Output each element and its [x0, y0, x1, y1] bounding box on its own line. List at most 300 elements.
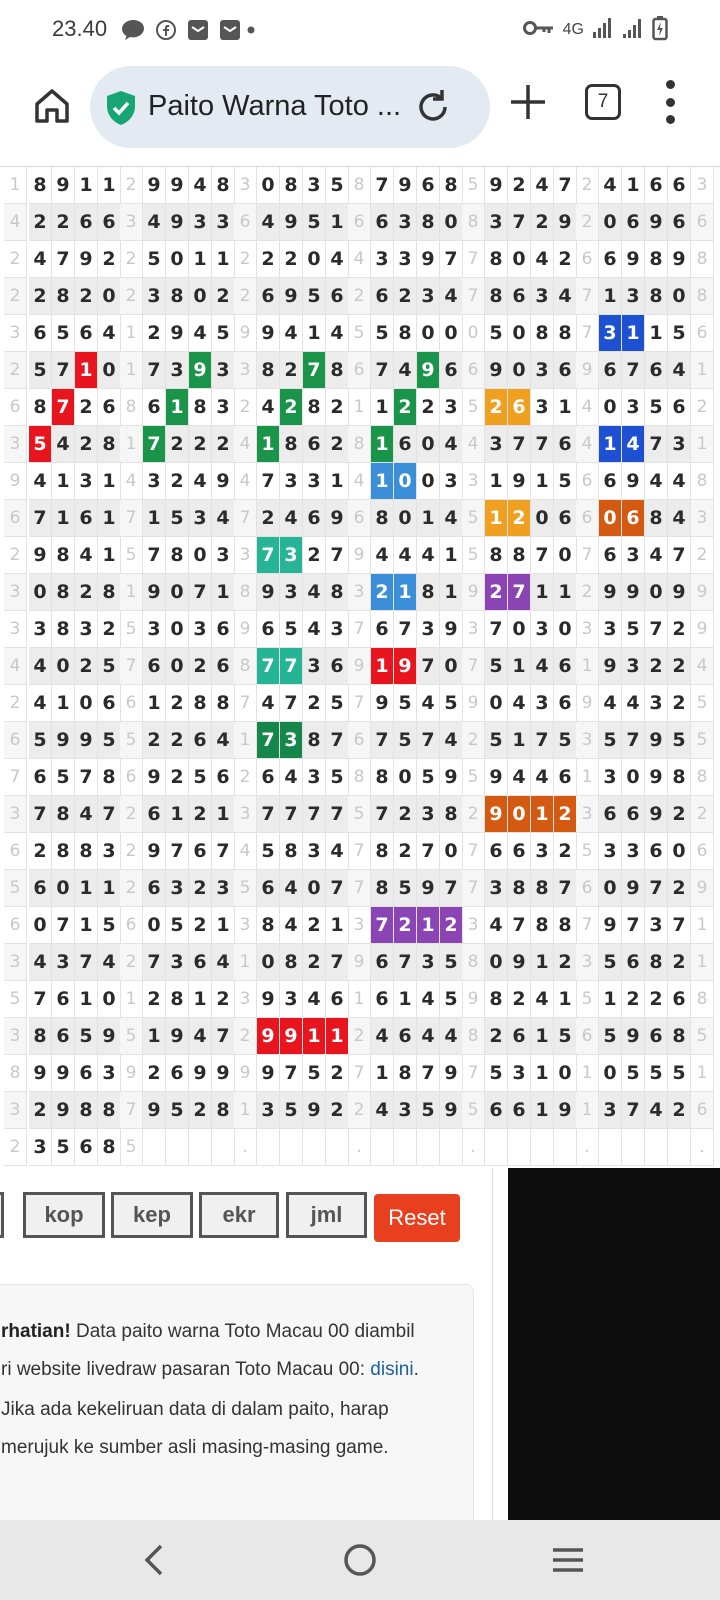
paito-digit-cell: 6 [554, 352, 577, 389]
paito-digit-cell: 0 [394, 463, 417, 500]
paito-digit-cell: 8 [668, 759, 691, 796]
paito-separator-cell: 6 [120, 685, 143, 722]
paito-digit-cell: 8 [257, 352, 280, 389]
paito-digit-cell: 6 [371, 204, 394, 241]
paito-separator-cell: 9 [4, 463, 27, 500]
paito-digit-cell: 3 [531, 833, 554, 870]
paito-digit-cell: 2 [166, 759, 189, 796]
paito-separator-cell: 2 [120, 833, 143, 870]
paito-digit-cell: 3 [280, 463, 303, 500]
paito-digit-cell: 3 [531, 278, 554, 315]
paito-separator-cell: 5 [348, 315, 371, 352]
paito-digit-cell: 2 [326, 426, 349, 463]
filter-button-kep[interactable]: kep [111, 1192, 193, 1238]
paito-digit-cell: 4 [303, 611, 326, 648]
paito-digit-cell: 7 [668, 907, 691, 944]
paito-digit-cell: 0 [599, 1055, 622, 1092]
paito-digit-cell: 1 [75, 352, 98, 389]
paito-digit-cell: 7 [29, 981, 52, 1018]
paito-digit-cell: 0 [599, 204, 622, 241]
paito-digit-cell: 2 [75, 426, 98, 463]
paito-digit-cell: 2 [303, 907, 326, 944]
paito-digit-cell: 1 [143, 500, 166, 537]
paito-digit-cell: 8 [668, 1018, 691, 1055]
paito-separator-cell: 1 [234, 944, 257, 981]
paito-row [0, 944, 720, 981]
paito-separator-cell: 1 [348, 389, 371, 426]
paito-digit-cell: 9 [645, 796, 668, 833]
paito-digit-cell: 6 [189, 944, 212, 981]
paito-separator-cell: 6 [576, 870, 599, 907]
paito-digit-cell: 1 [212, 241, 235, 278]
paito-digit-cell: 3 [645, 685, 668, 722]
paito-digit-cell: 3 [166, 352, 189, 389]
paito-digit-cell: 4 [668, 463, 691, 500]
paito-digit-cell: 6 [98, 685, 121, 722]
paito-digit-cell: 3 [394, 241, 417, 278]
battery-charging-icon [652, 15, 668, 46]
paito-digit-cell: 5 [143, 241, 166, 278]
paito-digit-cell: 3 [98, 833, 121, 870]
paito-digit-cell: 7 [212, 1018, 235, 1055]
paito-digit-cell: 1 [303, 1018, 326, 1055]
paito-digit-cell: 6 [52, 981, 75, 1018]
paito-digit-cell: 5 [303, 204, 326, 241]
paito-separator-cell: 2 [348, 1018, 371, 1055]
paito-digit-cell: 2 [303, 685, 326, 722]
paito-digit-cell: 4 [554, 278, 577, 315]
paito-separator-cell: 3 [462, 463, 485, 500]
paito-digit-cell: 3 [166, 870, 189, 907]
paito-digit-cell: 2 [280, 352, 303, 389]
paito-digit-cell: 2 [508, 500, 531, 537]
paito-digit-cell: 6 [189, 833, 212, 870]
paito-digit-cell: 5 [371, 315, 394, 352]
paito-digit-cell: 7 [280, 648, 303, 685]
paito-digit-cell: 4 [326, 315, 349, 352]
paito-digit-cell [143, 1129, 166, 1166]
paito-separator-cell: 1 [576, 1092, 599, 1129]
notice-text: Data paito warna Toto Macau 00 diambil [70, 1321, 415, 1342]
paito-separator-cell: 4 [120, 463, 143, 500]
paito-digit-cell: 4 [645, 1092, 668, 1129]
paito-digit-cell: 5 [622, 611, 645, 648]
paito-separator-cell: 5 [462, 167, 485, 204]
paito-digit-cell: 2 [98, 611, 121, 648]
paito-row [0, 759, 720, 796]
paito-separator-cell: 1 [691, 1055, 714, 1092]
paito-digit-cell: 8 [531, 907, 554, 944]
paito-digit-cell: 0 [622, 759, 645, 796]
paito-separator-cell: 3 [348, 574, 371, 611]
paito-digit-cell: 4 [371, 537, 394, 574]
paito-digit-cell: 8 [52, 611, 75, 648]
paito-separator-cell: 7 [462, 241, 485, 278]
paito-digit-cell: 7 [440, 870, 463, 907]
paito-digit-cell: 0 [599, 870, 622, 907]
plus-icon[interactable] [508, 82, 548, 122]
paito-digit-cell: 5 [440, 685, 463, 722]
paito-digit-cell: 5 [485, 1055, 508, 1092]
home-circle-icon[interactable] [338, 1538, 382, 1582]
paito-row [0, 389, 720, 426]
paito-separator-cell: 8 [348, 759, 371, 796]
paito-separator-cell: 9 [691, 611, 714, 648]
paito-digit-cell: 2 [143, 315, 166, 352]
paito-digit-cell: 9 [52, 167, 75, 204]
paito-digit-cell: 2 [440, 907, 463, 944]
paito-digit-cell: 1 [52, 685, 75, 722]
paito-digit-cell: 1 [599, 278, 622, 315]
paito-digit-cell: 8 [417, 204, 440, 241]
paito-digit-cell: 4 [29, 463, 52, 500]
paito-digit-cell: 9 [554, 1092, 577, 1129]
tab-count: 7 [597, 91, 609, 112]
paito-digit-cell: 7 [52, 907, 75, 944]
paito-digit-cell: 6 [554, 685, 577, 722]
paito-digit-cell: 6 [257, 611, 280, 648]
paito-digit-cell: 6 [394, 1018, 417, 1055]
paito-digit-cell: 8 [98, 574, 121, 611]
paito-digit-cell: 3 [599, 315, 622, 352]
paito-digit-cell: 8 [417, 574, 440, 611]
paito-digit-cell: 7 [622, 722, 645, 759]
paito-digit-cell: 7 [280, 796, 303, 833]
paito-digit-cell: 8 [75, 833, 98, 870]
paito-separator-cell: 8 [4, 1055, 27, 1092]
notice-bold: rhatian! [1, 1321, 71, 1342]
filter-button-partial[interactable] [0, 1192, 4, 1238]
paito-digit-cell: 9 [212, 1055, 235, 1092]
paito-digit-cell: 9 [440, 759, 463, 796]
more-vert-icon[interactable] [660, 80, 680, 124]
paito-digit-cell: 3 [326, 611, 349, 648]
paito-digit-cell: 3 [599, 759, 622, 796]
source-link[interactable]: disini [370, 1359, 414, 1380]
paito-digit-cell: 9 [257, 1018, 280, 1055]
paito-digit-cell: 5 [98, 648, 121, 685]
reset-button[interactable]: Reset [374, 1194, 460, 1242]
paito-digit-cell: 2 [212, 981, 235, 1018]
notice-box [0, 1284, 474, 1544]
url-bar[interactable] [90, 66, 490, 148]
paito-separator-cell: 1 [691, 352, 714, 389]
paito-separator-cell: 6 [691, 204, 714, 241]
paito-separator-cell: 3 [4, 611, 27, 648]
network-type: 4G [562, 21, 584, 38]
paito-separator-cell: 2 [120, 944, 143, 981]
paito-digit-cell: 9 [622, 870, 645, 907]
paito-digit-cell: 8 [212, 1092, 235, 1129]
paito-digit-cell: 1 [143, 1018, 166, 1055]
paito-digit-cell: 2 [645, 981, 668, 1018]
paito-digit-cell: 1 [599, 981, 622, 1018]
tab-switcher-button[interactable] [585, 84, 621, 120]
paito-digit-cell: 5 [668, 1055, 691, 1092]
paito-digit-cell: 0 [668, 833, 691, 870]
paito-digit-cell: 0 [531, 500, 554, 537]
paito-digit-cell: 1 [98, 167, 121, 204]
paito-digit-cell: 0 [508, 352, 531, 389]
paito-digit-cell: 8 [371, 833, 394, 870]
paito-digit-cell: 9 [52, 1055, 75, 1092]
notice-line-2 [1, 1359, 419, 1381]
chat-bubble-icon [120, 18, 146, 42]
paito-separator-cell: 2 [462, 722, 485, 759]
paito-digit-cell [212, 1129, 235, 1166]
paito-separator-cell: 9 [691, 574, 714, 611]
paito-digit-cell: 6 [599, 537, 622, 574]
paito-digit-cell: 3 [622, 648, 645, 685]
paito-digit-cell: 4 [257, 204, 280, 241]
paito-separator-cell: 2 [4, 241, 27, 278]
paito-digit-cell: 8 [280, 944, 303, 981]
paito-separator-cell: 6 [348, 500, 371, 537]
paito-digit-cell: 3 [599, 1092, 622, 1129]
home-icon[interactable] [26, 80, 78, 132]
paito-digit-cell: 1 [371, 463, 394, 500]
paito-digit-cell: 0 [440, 204, 463, 241]
black-panel [508, 1168, 720, 1520]
paito-digit-cell: 8 [508, 537, 531, 574]
paito-digit-cell: 7 [531, 426, 554, 463]
paito-digit-cell: 0 [508, 611, 531, 648]
paito-separator-cell: 5 [120, 537, 143, 574]
paito-digit-cell: 3 [622, 537, 645, 574]
paito-digit-cell: 3 [531, 685, 554, 722]
paito-digit-cell: 0 [394, 759, 417, 796]
paito-digit-cell: 9 [143, 833, 166, 870]
paito-separator-cell: 8 [462, 204, 485, 241]
paito-separator-cell: 4 [4, 204, 27, 241]
paito-digit-cell: 9 [645, 722, 668, 759]
paito-digit-cell: 8 [485, 241, 508, 278]
paito-digit-cell: 3 [668, 426, 691, 463]
paito-digit-cell: 9 [417, 241, 440, 278]
paito-digit-cell: 7 [508, 204, 531, 241]
paito-separator-cell: 9 [462, 574, 485, 611]
paito-digit-cell: 1 [508, 722, 531, 759]
paito-digit-cell: 3 [75, 611, 98, 648]
paito-digit-cell: 7 [417, 1055, 440, 1092]
paito-digit-cell: 1 [645, 315, 668, 352]
paito-digit-cell: 1 [75, 907, 98, 944]
paito-separator-cell: 4 [234, 833, 257, 870]
paito-digit-cell: 2 [166, 722, 189, 759]
paito-digit-cell: 0 [98, 278, 121, 315]
paito-digit-cell: 1 [189, 981, 212, 1018]
paito-digit-cell: 3 [212, 352, 235, 389]
paito-digit-cell: 1 [508, 648, 531, 685]
paito-digit-cell: 7 [371, 352, 394, 389]
paito-separator-cell: 7 [348, 870, 371, 907]
paito-digit-cell: 0 [29, 574, 52, 611]
paito-digit-cell: 2 [554, 241, 577, 278]
paito-separator-cell: 3 [234, 167, 257, 204]
paito-digit-cell: 6 [75, 1055, 98, 1092]
paito-digit-cell: 6 [257, 759, 280, 796]
paito-digit-cell: 3 [599, 611, 622, 648]
paito-digit-cell: 6 [554, 500, 577, 537]
paito-separator-cell: . [576, 1129, 599, 1166]
filter-button-ekr[interactable]: ekr [199, 1192, 279, 1238]
paito-digit-cell: 2 [668, 1092, 691, 1129]
paito-digit-cell: 3 [280, 722, 303, 759]
signal-icon [622, 17, 644, 44]
paito-digit-cell: 5 [212, 315, 235, 352]
paito-digit-cell: 5 [554, 463, 577, 500]
paito-row [0, 611, 720, 648]
paito-digit-cell: 3 [508, 1055, 531, 1092]
paito-digit-cell: 6 [75, 500, 98, 537]
paito-separator-cell: 7 [576, 907, 599, 944]
paito-digit-cell: 7 [257, 537, 280, 574]
paito-digit-cell: 7 [326, 944, 349, 981]
paito-separator-cell: 3 [576, 944, 599, 981]
paito-digit-cell: 3 [394, 204, 417, 241]
paito-digit-cell: 0 [417, 426, 440, 463]
paito-digit-cell: 5 [394, 722, 417, 759]
paito-separator-cell: 9 [120, 1055, 143, 1092]
paito-separator-cell: 5 [462, 500, 485, 537]
paito-separator-cell: 3 [4, 574, 27, 611]
paito-digit-cell: 1 [371, 648, 394, 685]
paito-digit-cell: 2 [326, 389, 349, 426]
paito-separator-cell: 8 [462, 944, 485, 981]
paito-digit-cell: 8 [303, 722, 326, 759]
paito-digit-cell: 4 [531, 759, 554, 796]
paito-digit-cell: 5 [166, 500, 189, 537]
paito-separator-cell: 5 [462, 389, 485, 426]
paito-digit-cell: 1 [52, 463, 75, 500]
paito-digit-cell: 4 [212, 722, 235, 759]
paito-separator-cell: 8 [234, 648, 257, 685]
paito-separator-cell: 1 [576, 759, 599, 796]
paito-digit-cell: 3 [166, 944, 189, 981]
paito-digit-cell: 4 [371, 1018, 394, 1055]
paito-digit-cell: 8 [485, 278, 508, 315]
paito-digit-cell: 2 [143, 722, 166, 759]
paito-digit-cell: 4 [303, 981, 326, 1018]
paito-digit-cell: 8 [371, 870, 394, 907]
reload-icon[interactable] [412, 86, 454, 128]
paito-digit-cell: 1 [485, 463, 508, 500]
paito-separator-cell: 2 [691, 389, 714, 426]
filter-button-kop[interactable]: kop [23, 1192, 105, 1238]
paito-digit-cell: 5 [75, 1018, 98, 1055]
paito-digit-cell: 0 [29, 907, 52, 944]
paito-digit-cell: 4 [29, 944, 52, 981]
paito-digit-cell: 8 [52, 278, 75, 315]
paito-digit-cell: 9 [52, 1092, 75, 1129]
paito-digit-cell: 2 [189, 648, 212, 685]
paito-row [0, 426, 720, 463]
paito-digit-cell: 2 [143, 1055, 166, 1092]
paito-digit-cell: 8 [189, 685, 212, 722]
paito-digit-cell: 4 [508, 759, 531, 796]
paito-digit-cell: 4 [326, 833, 349, 870]
paito-separator-cell: 6 [234, 204, 257, 241]
paito-separator-cell: 7 [462, 648, 485, 685]
paito-digit-cell: 6 [508, 389, 531, 426]
paito-digit-cell: 4 [98, 944, 121, 981]
paito-digit-cell: 2 [485, 574, 508, 611]
paito-digit-cell: 1 [554, 574, 577, 611]
paito-digit-cell: 4 [485, 907, 508, 944]
paito-digit-cell: 3 [212, 389, 235, 426]
paito-separator-cell: 7 [462, 833, 485, 870]
paito-separator-cell: 2 [691, 537, 714, 574]
paito-digit-cell: 7 [645, 870, 668, 907]
paito-separator-cell: 6 [120, 759, 143, 796]
paito-digit-cell: 9 [622, 241, 645, 278]
paito-digit-cell: 1 [485, 500, 508, 537]
paito-digit-cell: 1 [98, 463, 121, 500]
paito-separator-cell: 2 [234, 389, 257, 426]
paito-digit-cell: 3 [417, 796, 440, 833]
paito-digit-cell: 1 [75, 981, 98, 1018]
paito-digit-cell: 9 [143, 1092, 166, 1129]
paito-digit-cell: 3 [485, 204, 508, 241]
paito-separator-cell: 7 [348, 611, 371, 648]
paito-separator-cell: 3 [691, 500, 714, 537]
paito-separator-cell: 1 [120, 352, 143, 389]
paito-digit-cell: 7 [554, 870, 577, 907]
paito-digit-cell: 5 [485, 648, 508, 685]
paito-digit-cell: 0 [303, 241, 326, 278]
paito-row [0, 685, 720, 722]
paito-digit-cell: 8 [212, 167, 235, 204]
paito-digit-cell: 8 [326, 352, 349, 389]
paito-digit-cell: 1 [554, 389, 577, 426]
paito-digit-cell: 6 [143, 870, 166, 907]
paito-digit-cell: 6 [143, 648, 166, 685]
paito-digit-cell: 9 [622, 463, 645, 500]
paito-digit-cell: 4 [531, 981, 554, 1018]
paito-digit-cell: 2 [280, 389, 303, 426]
paito-digit-cell: 7 [280, 1055, 303, 1092]
paito-digit-cell: 9 [394, 167, 417, 204]
paito-digit-cell: 4 [75, 796, 98, 833]
paito-digit-cell: 0 [394, 500, 417, 537]
paito-digit-cell: 1 [531, 463, 554, 500]
paito-digit-cell [508, 1129, 531, 1166]
paito-digit-cell: 3 [531, 352, 554, 389]
filter-button-jml[interactable]: jml [286, 1192, 367, 1238]
paito-digit-cell: 7 [531, 722, 554, 759]
paito-separator-cell: 4 [348, 463, 371, 500]
back-icon[interactable] [132, 1538, 176, 1582]
paito-digit-cell: 9 [668, 574, 691, 611]
paito-digit-cell: 3 [280, 574, 303, 611]
paito-digit-cell: 0 [75, 685, 98, 722]
paito-digit-cell: 8 [52, 537, 75, 574]
paito-digit-cell: 4 [75, 537, 98, 574]
paito-digit-cell: 8 [52, 833, 75, 870]
paito-digit-cell: 6 [371, 611, 394, 648]
recents-icon[interactable] [546, 1538, 590, 1582]
paito-separator-cell: 7 [576, 315, 599, 352]
paito-separator-cell: 5 [462, 537, 485, 574]
paito-separator-cell: 5 [691, 685, 714, 722]
paito-digit-cell: 9 [599, 648, 622, 685]
paito-digit-cell: 1 [554, 981, 577, 1018]
paito-digit-cell: 5 [189, 759, 212, 796]
paito-row [0, 1018, 720, 1055]
paito-digit-cell: 2 [52, 204, 75, 241]
paito-digit-cell: 3 [280, 537, 303, 574]
paito-digit-cell: 6 [599, 241, 622, 278]
